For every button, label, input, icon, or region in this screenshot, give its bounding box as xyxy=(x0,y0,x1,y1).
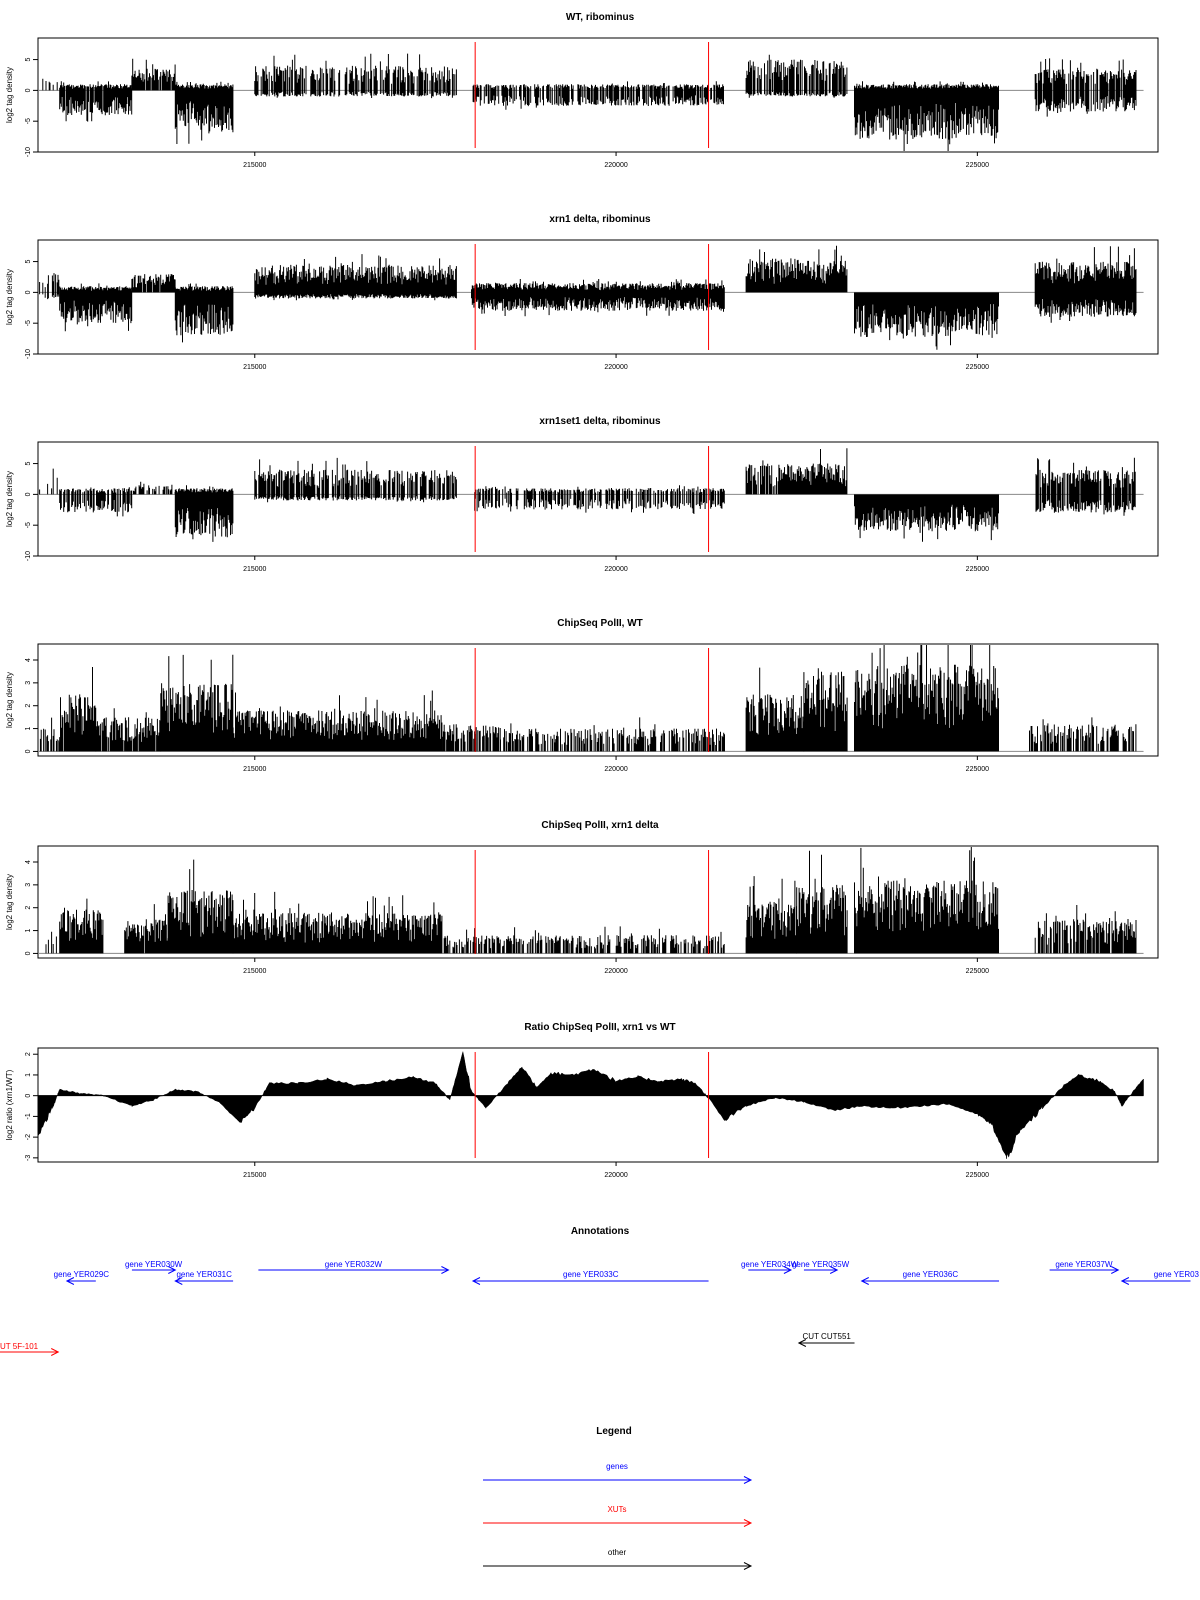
signal-segment-3 xyxy=(132,274,175,292)
annotation-4 xyxy=(258,1260,448,1274)
signal-bars xyxy=(746,876,796,953)
signal-segment-3 xyxy=(96,708,161,751)
signal-segment-7 xyxy=(746,55,847,98)
x-tick-label: 220000 xyxy=(604,162,628,169)
legend-label: genes xyxy=(606,1462,628,1471)
signal-bars xyxy=(746,668,804,752)
y-tick-label: -2 xyxy=(25,1134,32,1141)
signal-segment-2 xyxy=(60,81,132,121)
y-tick-label: 0 xyxy=(25,1093,32,1098)
signal-segment-9 xyxy=(804,668,847,751)
signal-bars xyxy=(175,485,233,542)
annotations-panel xyxy=(0,1226,1200,1356)
signal-segment-1 xyxy=(40,718,59,752)
annotation-label: CUT CUT551 xyxy=(802,1332,851,1341)
signal-bars xyxy=(125,904,168,953)
signal-segment-3 xyxy=(132,59,175,91)
signal-bars xyxy=(855,847,999,953)
y-tick-label: 2 xyxy=(25,905,32,910)
chart-title: xrn1set1 delta, ribominus xyxy=(539,416,661,427)
signal-segment-3 xyxy=(125,904,168,953)
annotation-label: gene YER034W xyxy=(740,1260,799,1269)
x-tick-label: 215000 xyxy=(243,766,267,773)
y-tick-label: -10 xyxy=(25,348,32,360)
signal-bars xyxy=(255,54,457,99)
annotation-label: UT 5F-101 xyxy=(0,1342,39,1351)
signal-segment-6 xyxy=(473,81,723,109)
signal-segment-1 xyxy=(43,79,57,91)
signal-bars xyxy=(804,668,847,751)
signal-bars xyxy=(46,932,56,954)
annotation-label: gene YER035W xyxy=(791,1260,850,1269)
signal-bars xyxy=(132,59,175,91)
signal-bars xyxy=(60,667,96,751)
signal-bars xyxy=(475,485,725,514)
y-tick-label: 2 xyxy=(25,1052,32,1057)
signal-segment-6 xyxy=(472,279,725,316)
y-tick-label: 5 xyxy=(25,259,32,264)
signal-bars xyxy=(175,82,233,144)
x-tick-label: 225000 xyxy=(965,1172,990,1179)
y-axis-label: log2 tag density xyxy=(5,671,14,729)
signal-segment-5 xyxy=(255,254,457,300)
signal-bars xyxy=(444,926,724,953)
annotation-label: gene YER029C xyxy=(53,1270,110,1279)
signal-segment-8 xyxy=(746,668,804,752)
signal-bars xyxy=(134,482,176,495)
signal-bars xyxy=(472,279,725,316)
annotation-7 xyxy=(792,1260,850,1274)
signal-bars xyxy=(746,55,847,98)
y-tick-label: 0 xyxy=(25,492,32,497)
y-tick-label: -3 xyxy=(25,1154,32,1161)
signal-bars xyxy=(40,273,59,299)
annotation-9 xyxy=(1050,1260,1119,1274)
signal-segment-8 xyxy=(855,292,999,349)
signal-segment-1 xyxy=(46,932,56,954)
y-tick-label: -5 xyxy=(25,118,32,125)
x-tick-label: 225000 xyxy=(965,162,990,169)
annotation-10 xyxy=(1122,1270,1200,1285)
y-tick-label: 4 xyxy=(25,658,32,662)
annotation-6 xyxy=(741,1260,799,1274)
signal-segment-4 xyxy=(161,655,233,752)
y-tick-label: 5 xyxy=(25,461,32,466)
signal-bars xyxy=(161,655,233,752)
ratio-area xyxy=(38,1052,1144,1159)
annotation-label: gene YER037W xyxy=(1055,1260,1113,1269)
signal-segment-4 xyxy=(168,860,233,954)
x-tick-label: 215000 xyxy=(243,1172,267,1179)
legend-label: XUTs xyxy=(607,1505,627,1514)
chart-title: ChipSeq PolII, xrn1 delta xyxy=(541,820,659,831)
annotation-label: gene YER033C xyxy=(563,1270,619,1279)
x-tick-label: 220000 xyxy=(604,968,628,975)
chart-panel-3 xyxy=(5,416,1158,573)
annotation-label: gene YER032W xyxy=(324,1260,383,1269)
signal-segment-10 xyxy=(1035,905,1136,953)
signal-bars xyxy=(746,448,847,494)
x-tick-label: 215000 xyxy=(243,162,267,169)
signal-bars xyxy=(255,254,457,300)
y-axis-label: log2 tag density xyxy=(5,873,14,931)
signal-segment-5 xyxy=(233,691,442,752)
signal-segment-2 xyxy=(60,487,132,516)
signal-segment-4 xyxy=(175,82,233,144)
x-tick-label: 225000 xyxy=(965,766,990,773)
signal-bars xyxy=(40,469,58,495)
signal-segment-4 xyxy=(175,284,233,343)
y-axis-label: log2 ratio (xrn1/WT) xyxy=(5,1069,14,1141)
legend-item-other xyxy=(483,1548,751,1570)
annotation-label: gene YER031C xyxy=(176,1270,232,1279)
x-tick-label: 215000 xyxy=(243,968,267,975)
signal-bars xyxy=(175,284,233,343)
signal-segment-1 xyxy=(40,469,58,495)
signal-segment-11 xyxy=(1030,717,1136,751)
signal-bars xyxy=(60,283,132,331)
x-tick-label: 220000 xyxy=(604,1172,628,1179)
y-tick-label: 4 xyxy=(25,860,32,864)
chart-title: WT, ribominus xyxy=(565,12,635,23)
signal-bars xyxy=(1035,246,1136,322)
y-tick-label: -10 xyxy=(25,146,32,158)
y-tick-label: 0 xyxy=(25,951,32,956)
chart-title: ChipSeq PolII, WT xyxy=(557,618,643,629)
annotation-5 xyxy=(473,1270,709,1285)
signal-segment-7 xyxy=(501,717,725,751)
y-tick-label: 2 xyxy=(25,703,32,708)
x-tick-label: 215000 xyxy=(243,364,267,371)
signal-segment-6 xyxy=(475,485,725,514)
chart-panel-2 xyxy=(5,214,1158,371)
y-tick-label: 0 xyxy=(25,749,32,754)
chart-panel-4 xyxy=(5,618,1158,773)
x-tick-label: 225000 xyxy=(965,968,990,975)
signal-bars xyxy=(96,708,161,751)
signal-segment-9 xyxy=(855,847,999,953)
x-tick-label: 220000 xyxy=(604,766,628,773)
y-tick-label: 0 xyxy=(25,290,32,295)
signal-bars xyxy=(168,860,233,954)
annotation-12 xyxy=(799,1332,855,1347)
x-tick-label: 220000 xyxy=(604,364,628,371)
signal-bars xyxy=(855,494,999,541)
signal-segment-2 xyxy=(60,899,103,954)
signal-bars xyxy=(255,458,457,502)
legend-title: Legend xyxy=(596,1426,632,1437)
signal-bars xyxy=(855,81,999,151)
signal-segment-8 xyxy=(797,851,847,954)
signal-segment-8 xyxy=(855,81,999,151)
annotation-label: gene YER030W xyxy=(124,1260,183,1269)
signal-segment-5 xyxy=(255,458,457,502)
signal-bars xyxy=(132,274,175,292)
annotation-label: gene YER036C xyxy=(902,1270,959,1279)
y-tick-label: -5 xyxy=(25,522,32,529)
y-tick-label: 5 xyxy=(25,57,32,62)
y-tick-label: 3 xyxy=(25,882,32,887)
annotation-8 xyxy=(862,1270,999,1285)
annotation-11 xyxy=(0,1342,58,1356)
y-tick-label: 1 xyxy=(25,1072,32,1077)
legend-panel xyxy=(483,1426,751,1570)
signal-bars xyxy=(797,851,847,954)
signal-segment-1 xyxy=(40,273,59,299)
x-tick-label: 225000 xyxy=(965,566,990,573)
signal-bars xyxy=(473,81,723,109)
signal-segment-2 xyxy=(60,667,96,751)
y-axis-label: log2 tag density xyxy=(5,66,14,124)
signal-segment-8 xyxy=(855,494,999,541)
signal-bars xyxy=(40,718,59,752)
signal-segment-6 xyxy=(444,926,724,953)
signal-segment-9 xyxy=(1035,246,1136,322)
x-tick-label: 225000 xyxy=(965,364,990,371)
signal-bars xyxy=(60,81,132,121)
signal-bars xyxy=(855,292,999,349)
signal-bars xyxy=(1035,905,1136,953)
y-tick-label: 3 xyxy=(25,680,32,685)
signal-segment-9 xyxy=(1036,458,1135,516)
signal-segment-5 xyxy=(255,54,457,99)
signal-bars xyxy=(855,645,999,751)
signal-segment-2 xyxy=(60,283,132,331)
legend-item-xuts xyxy=(483,1505,751,1527)
legend-label: other xyxy=(607,1548,627,1557)
signal-bars xyxy=(233,691,442,752)
y-tick-label: -1 xyxy=(25,1113,32,1120)
signal-segment-5 xyxy=(233,892,442,954)
signal-segment-7 xyxy=(746,448,847,494)
signal-segment-6 xyxy=(443,724,501,751)
y-tick-label: 1 xyxy=(25,928,32,933)
chart-title: xrn1 delta, ribominus xyxy=(549,214,651,225)
annotation-label: gene YER03 xyxy=(1153,1270,1199,1279)
annotation-1 xyxy=(54,1270,110,1285)
signal-bars xyxy=(60,899,103,954)
signal-bars xyxy=(233,892,442,954)
annotation-3 xyxy=(175,1270,233,1285)
signal-segment-10 xyxy=(855,645,999,751)
signal-bars xyxy=(1036,458,1135,516)
signal-segment-7 xyxy=(746,246,847,293)
annotation-2 xyxy=(125,1260,183,1274)
chart-panel-6 xyxy=(5,1022,1158,1179)
y-tick-label: -5 xyxy=(25,320,32,327)
annotations-title: Annotations xyxy=(570,1226,630,1237)
chart-title: Ratio ChipSeq PolII, xrn1 vs WT xyxy=(524,1022,676,1033)
signal-bars xyxy=(60,487,132,516)
chart-panel-1 xyxy=(5,12,1158,169)
y-tick-label: 1 xyxy=(25,726,32,731)
x-tick-label: 220000 xyxy=(604,566,628,573)
signal-bars xyxy=(1030,717,1136,751)
legend-item-genes xyxy=(483,1462,751,1484)
y-axis-label: log2 tag density xyxy=(5,470,14,528)
signal-segment-4 xyxy=(175,485,233,542)
signal-bars xyxy=(746,246,847,293)
signal-bars xyxy=(501,717,725,751)
signal-bars xyxy=(1035,58,1136,116)
y-tick-label: 0 xyxy=(25,88,32,93)
y-axis-label: log2 tag density xyxy=(5,268,14,326)
signal-bars xyxy=(43,79,57,91)
x-tick-label: 215000 xyxy=(243,566,267,573)
signal-segment-9 xyxy=(1035,58,1136,116)
signal-segment-7 xyxy=(746,876,796,953)
y-tick-label: -10 xyxy=(25,550,32,562)
chart-panel-5 xyxy=(5,820,1158,975)
signal-bars xyxy=(443,724,501,751)
signal-segment-3 xyxy=(134,482,176,495)
